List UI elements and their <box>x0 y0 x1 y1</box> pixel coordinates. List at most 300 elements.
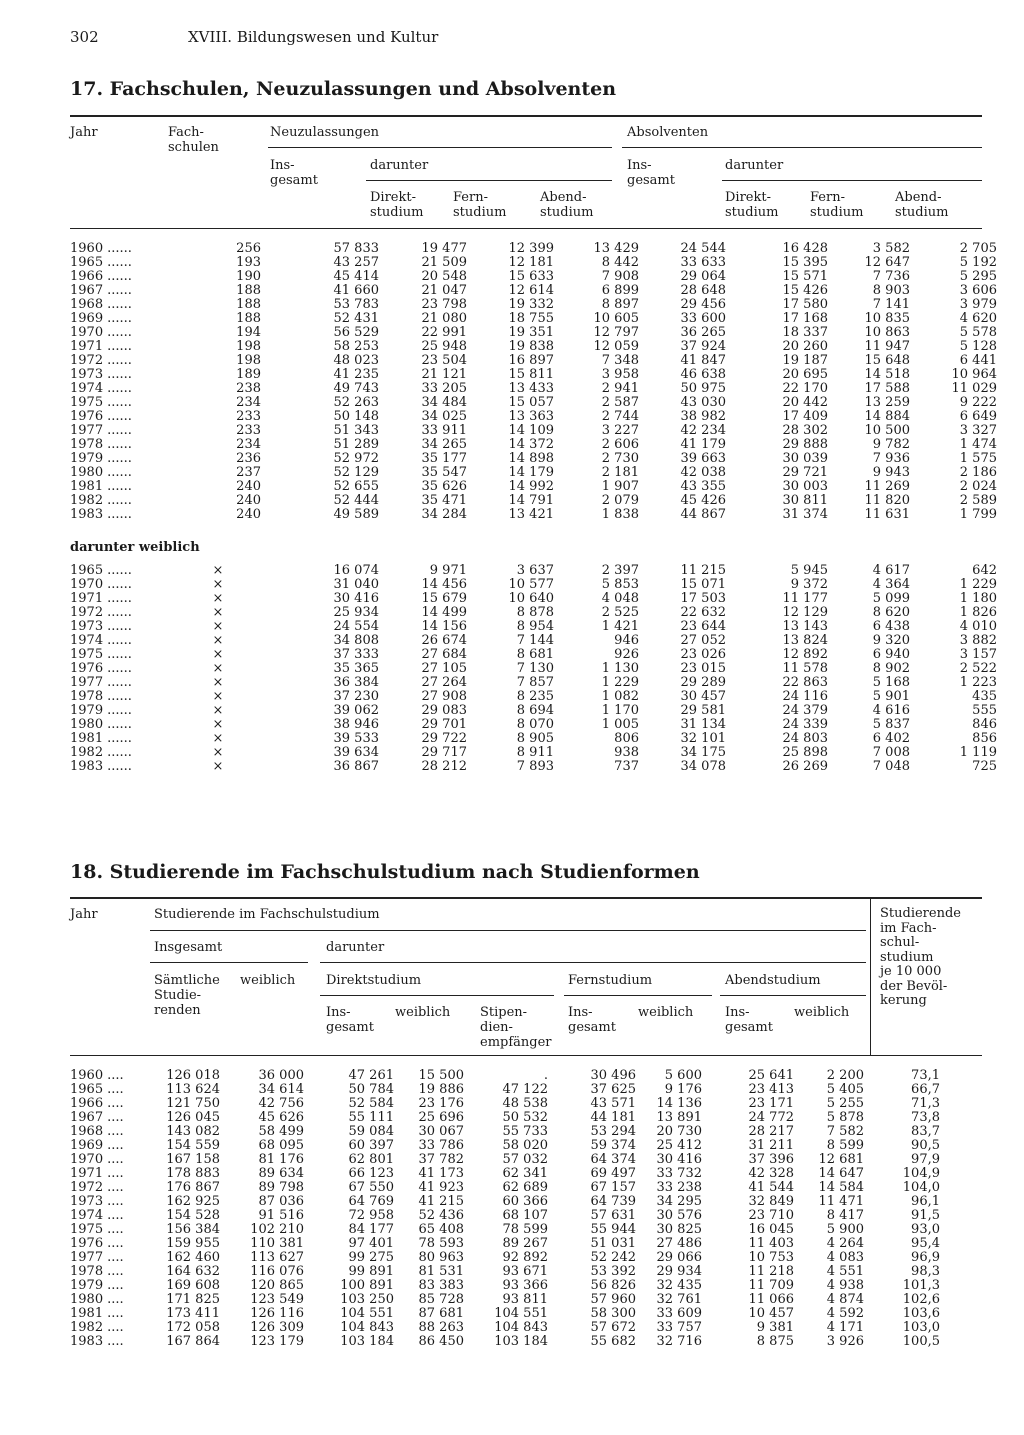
value-cell: 1 223 <box>959 675 997 690</box>
year-cell <box>70 368 180 382</box>
value-cell: 14 499 <box>421 605 467 620</box>
value-cell: 13 143 <box>782 619 828 634</box>
value-cell: 1 907 <box>601 479 639 494</box>
year-cell <box>70 256 180 270</box>
value-cell: 8 902 <box>872 661 910 676</box>
value-cell: 123 549 <box>250 1292 304 1307</box>
value-cell: 39 062 <box>333 703 379 718</box>
value-cell: 34 025 <box>421 409 467 424</box>
leader-dots: ...... <box>107 451 132 466</box>
value-cell: 100,5 <box>902 1334 940 1349</box>
value-cell: 27 486 <box>656 1236 702 1251</box>
t17-row <box>70 298 997 312</box>
year: 1970 <box>70 1152 104 1167</box>
t18-row <box>70 1251 940 1265</box>
year: 1975 <box>70 1222 104 1237</box>
page-number: 302 <box>70 28 99 46</box>
year: 1978 <box>70 689 104 704</box>
t17-row-weiblich <box>70 676 997 690</box>
value-cell: 36 867 <box>333 759 379 774</box>
value-cell: 143 082 <box>166 1124 220 1139</box>
value-cell: 31 134 <box>680 717 726 732</box>
value-cell: 14 992 <box>508 479 554 494</box>
value-cell: 5 837 <box>872 717 910 732</box>
value-cell: 42 038 <box>680 465 726 480</box>
value-cell: 20 260 <box>782 339 828 354</box>
value-cell: 33 757 <box>656 1320 702 1335</box>
value-cell: 4 592 <box>826 1306 864 1321</box>
value-cell: 13 429 <box>593 241 639 256</box>
value-cell: 238 <box>236 381 261 396</box>
value-cell: 2 705 <box>959 241 997 256</box>
value-cell: 3 882 <box>959 633 997 648</box>
leader-dots: ...... <box>107 381 132 396</box>
value-cell: 37 625 <box>590 1082 636 1097</box>
value-cell: 3 979 <box>959 297 997 312</box>
value-cell: 15 679 <box>421 591 467 606</box>
t18-h-fernstudium: Fernstudium <box>568 973 653 988</box>
value-cell: 66,7 <box>911 1082 940 1097</box>
value-cell: 4 364 <box>872 577 910 592</box>
year: 1976 <box>70 409 104 424</box>
leader-dots: .... <box>107 1082 124 1097</box>
value-cell: 4 616 <box>872 703 910 718</box>
value-cell: 62 341 <box>502 1166 548 1181</box>
t18-row <box>70 1237 940 1251</box>
value-cell: 95,4 <box>911 1236 940 1251</box>
value-cell: 7 144 <box>516 633 554 648</box>
value-cell: 101,3 <box>902 1278 940 1293</box>
value-cell: 5 853 <box>601 577 639 592</box>
leader-dots: ...... <box>107 395 132 410</box>
value-cell: 10 964 <box>951 367 997 382</box>
value-cell: 233 <box>236 409 261 424</box>
t18-h-direktstudium: Direktstudium <box>326 973 422 988</box>
year: 1970 <box>70 325 104 340</box>
value-cell: 15 811 <box>508 367 554 382</box>
t17-h-neuzulassungen: Neuzulassungen <box>270 125 380 140</box>
t18-h-stipendienempfaenger: Stipen- dien- empfänger <box>480 1005 552 1050</box>
value-cell: 12 614 <box>508 283 554 298</box>
value-cell: 9 222 <box>959 395 997 410</box>
value-cell: × <box>212 717 224 732</box>
value-cell: 233 <box>236 423 261 438</box>
t17-row <box>70 452 997 466</box>
value-cell: 93 811 <box>502 1292 548 1307</box>
value-cell: 19 886 <box>418 1082 464 1097</box>
year: 1965 <box>70 1082 104 1097</box>
year-cell <box>70 746 180 760</box>
value-cell: 33 609 <box>656 1306 702 1321</box>
value-cell: 50 784 <box>348 1082 394 1097</box>
value-cell: 8 903 <box>872 283 910 298</box>
value-cell: 198 <box>236 353 261 368</box>
value-cell: 2 024 <box>959 479 997 494</box>
year-cell <box>70 606 180 620</box>
year-cell <box>70 410 180 424</box>
value-cell: 34 808 <box>333 633 379 648</box>
leader-dots: .... <box>107 1264 124 1279</box>
value-cell: 42 756 <box>258 1096 304 1111</box>
year: 1972 <box>70 1180 104 1195</box>
value-cell: 43 571 <box>590 1096 636 1111</box>
value-cell: 52 972 <box>333 451 379 466</box>
value-cell: 11 029 <box>951 381 997 396</box>
value-cell: . <box>543 1068 548 1083</box>
year: 1983 <box>70 1334 104 1349</box>
value-cell: 30 416 <box>333 591 379 606</box>
value-cell: 555 <box>972 703 997 718</box>
value-cell: 10 577 <box>508 577 554 592</box>
year: 1978 <box>70 437 104 452</box>
value-cell: 55 733 <box>502 1124 548 1139</box>
year: 1965 <box>70 563 104 578</box>
year: 1982 <box>70 1320 104 1335</box>
value-cell: 85 728 <box>418 1292 464 1307</box>
value-cell: 30 003 <box>782 479 828 494</box>
year: 1972 <box>70 353 104 368</box>
value-cell: 29 934 <box>656 1264 702 1279</box>
value-cell: 29 717 <box>421 745 467 760</box>
value-cell: 236 <box>236 451 261 466</box>
leader-dots: ...... <box>107 745 132 760</box>
year-cell <box>70 1097 140 1111</box>
year: 1966 <box>70 269 104 284</box>
value-cell: 113 627 <box>250 1250 304 1265</box>
value-cell: 30 457 <box>680 689 726 704</box>
value-cell: 32 761 <box>656 1292 702 1307</box>
value-cell: 67 550 <box>348 1180 394 1195</box>
value-cell: 171 825 <box>166 1292 220 1307</box>
year: 1978 <box>70 1264 104 1279</box>
value-cell: 162 460 <box>166 1250 220 1265</box>
year: 1980 <box>70 1292 104 1307</box>
value-cell: 12 399 <box>508 241 554 256</box>
value-cell: 21 080 <box>421 311 467 326</box>
value-cell: 23 504 <box>421 353 467 368</box>
value-cell: 102 210 <box>250 1222 304 1237</box>
t17-row <box>70 382 997 396</box>
year-cell <box>70 634 180 648</box>
t17-h-jahr: Jahr <box>70 125 98 140</box>
leader-dots: ...... <box>107 409 132 424</box>
value-cell: 33 633 <box>680 255 726 270</box>
value-cell: 25 696 <box>418 1110 464 1125</box>
value-cell: 15 071 <box>680 577 726 592</box>
value-cell: 104 843 <box>494 1320 548 1335</box>
value-cell: 7 008 <box>872 745 910 760</box>
value-cell: 15 571 <box>782 269 828 284</box>
leader-dots: .... <box>107 1124 124 1139</box>
t18-row <box>70 1083 940 1097</box>
t18-rule-studierende <box>150 930 866 931</box>
t18-h-abendstudium: Abendstudium <box>725 973 821 988</box>
value-cell: 36 384 <box>333 675 379 690</box>
value-cell: 84 177 <box>348 1222 394 1237</box>
value-cell: 12 181 <box>508 255 554 270</box>
t17-row-weiblich <box>70 648 997 662</box>
value-cell: 42 234 <box>680 423 726 438</box>
value-cell: 60 397 <box>348 1138 394 1153</box>
year-cell <box>70 1153 140 1167</box>
t18-h-weiblich-total: weiblich <box>240 973 296 988</box>
t17-row <box>70 396 997 410</box>
value-cell: 86 450 <box>418 1334 464 1349</box>
t18-h-abend-weiblich: weiblich <box>794 1005 850 1020</box>
value-cell: 58 020 <box>502 1138 548 1153</box>
value-cell: 41 215 <box>418 1194 464 1209</box>
t17-row <box>70 242 997 256</box>
value-cell: 234 <box>236 395 261 410</box>
year-cell <box>70 354 180 368</box>
value-cell: 8 417 <box>826 1208 864 1223</box>
value-cell: 28 217 <box>748 1124 794 1139</box>
t17-table-weiblich <box>70 564 997 774</box>
year-cell <box>70 592 180 606</box>
leader-dots: ...... <box>107 423 132 438</box>
value-cell: 7 736 <box>872 269 910 284</box>
t18-h-per10000: Studierende im Fach- schul- studium je 10 000 der Bevöl- kerung <box>880 906 961 1008</box>
year-cell <box>70 1139 140 1153</box>
value-cell: 47 261 <box>348 1068 394 1083</box>
t17-h-abs-fern: Fern- studium <box>810 190 864 220</box>
year-cell <box>70 704 180 718</box>
value-cell: 53 294 <box>590 1124 636 1139</box>
t17-h-neu-darunter: darunter <box>370 158 429 173</box>
value-cell: 1 838 <box>601 507 639 522</box>
year-cell <box>70 718 180 732</box>
t17-row-weiblich <box>70 704 997 718</box>
t18-rule-abend <box>720 995 866 996</box>
t18-rule-darunter <box>320 962 866 963</box>
value-cell: 35 365 <box>333 661 379 676</box>
value-cell: 23 026 <box>680 647 726 662</box>
value-cell: 29 581 <box>680 703 726 718</box>
value-cell: 72 958 <box>348 1208 394 1223</box>
value-cell: 66 123 <box>348 1166 394 1181</box>
leader-dots: ...... <box>107 591 132 606</box>
t18-h-jahr: Jahr <box>70 907 98 922</box>
value-cell: 23 798 <box>421 297 467 312</box>
value-cell: 22 991 <box>421 325 467 340</box>
value-cell: 41 660 <box>333 283 379 298</box>
value-cell: 62 801 <box>348 1152 394 1167</box>
value-cell: 27 908 <box>421 689 467 704</box>
value-cell: 846 <box>972 717 997 732</box>
t18-h-fern-weiblich: weiblich <box>638 1005 694 1020</box>
year-cell <box>70 1237 140 1251</box>
value-cell: 104 551 <box>340 1306 394 1321</box>
value-cell: 5 405 <box>826 1082 864 1097</box>
t17-h-abs-abend: Abend- studium <box>895 190 949 220</box>
leader-dots: .... <box>107 1320 124 1335</box>
value-cell: 78 593 <box>418 1236 464 1251</box>
t17-row <box>70 424 997 438</box>
value-cell: 188 <box>236 297 261 312</box>
t18-h-direkt-weiblich: weiblich <box>395 1005 451 1020</box>
leader-dots: .... <box>107 1180 124 1195</box>
leader-dots: .... <box>107 1110 124 1125</box>
t18-row <box>70 1223 940 1237</box>
year-cell <box>70 1265 140 1279</box>
value-cell: 18 337 <box>782 325 828 340</box>
value-cell: 7 936 <box>872 451 910 466</box>
value-cell: 60 366 <box>502 1194 548 1209</box>
year: 1975 <box>70 647 104 662</box>
value-cell: 194 <box>236 325 261 340</box>
value-cell: 33 911 <box>421 423 467 438</box>
value-cell: 57 833 <box>333 241 379 256</box>
year: 1983 <box>70 507 104 522</box>
value-cell: 2 181 <box>601 465 639 480</box>
value-cell: × <box>212 703 224 718</box>
year: 1969 <box>70 1138 104 1153</box>
t18-h-fern-insgesamt: Ins- gesamt <box>568 1005 616 1035</box>
value-cell: 17 409 <box>782 409 828 424</box>
t17-rule-abs <box>622 147 982 148</box>
value-cell: 926 <box>614 647 639 662</box>
leader-dots: ...... <box>107 465 132 480</box>
value-cell: 5 255 <box>826 1096 864 1111</box>
value-cell: 55 111 <box>348 1110 394 1125</box>
leader-dots: .... <box>107 1292 124 1307</box>
year: 1970 <box>70 577 104 592</box>
value-cell: 19 838 <box>508 339 554 354</box>
t18-rule-insgesamt <box>150 962 308 963</box>
year-cell <box>70 466 180 480</box>
year: 1977 <box>70 423 104 438</box>
t17-row <box>70 480 997 494</box>
value-cell: 159 955 <box>166 1236 220 1251</box>
value-cell: 3 157 <box>959 647 997 662</box>
leader-dots: .... <box>107 1222 124 1237</box>
year-cell <box>70 1181 140 1195</box>
value-cell: 15 633 <box>508 269 554 284</box>
value-cell: 15 648 <box>864 353 910 368</box>
t17-row-weiblich <box>70 718 997 732</box>
value-cell: 31 040 <box>333 577 379 592</box>
year: 1967 <box>70 283 104 298</box>
value-cell: 103 184 <box>494 1334 548 1349</box>
value-cell: 5 168 <box>872 675 910 690</box>
year: 1983 <box>70 759 104 774</box>
value-cell: 3 637 <box>516 563 554 578</box>
value-cell: 89 798 <box>258 1180 304 1195</box>
value-cell: 198 <box>236 339 261 354</box>
leader-dots: .... <box>107 1306 124 1321</box>
value-cell: 43 030 <box>680 395 726 410</box>
value-cell: 240 <box>236 493 261 508</box>
year: 1965 <box>70 255 104 270</box>
value-cell: 7 908 <box>601 269 639 284</box>
t18-row <box>70 1321 940 1335</box>
value-cell: 15 500 <box>418 1068 464 1083</box>
value-cell: 10 605 <box>593 311 639 326</box>
value-cell: 11 403 <box>748 1236 794 1251</box>
value-cell: 97,9 <box>911 1152 940 1167</box>
t18-header-bottom-rule <box>70 1055 982 1056</box>
value-cell: 188 <box>236 283 261 298</box>
value-cell: 17 588 <box>864 381 910 396</box>
value-cell: 31 211 <box>748 1138 794 1153</box>
value-cell: 15 057 <box>508 395 554 410</box>
value-cell: 12 647 <box>864 255 910 270</box>
year-cell <box>70 284 180 298</box>
value-cell: 14 179 <box>508 465 554 480</box>
year-cell <box>70 494 180 508</box>
value-cell: 9 381 <box>756 1320 794 1335</box>
leader-dots: ...... <box>107 717 132 732</box>
value-cell: 8 235 <box>516 689 554 704</box>
value-cell: 55 944 <box>590 1222 636 1237</box>
value-cell: 10 835 <box>864 311 910 326</box>
t17-rule-abs-darunter <box>722 180 982 181</box>
chapter-title: XVIII. Bildungswesen und Kultur <box>188 28 439 46</box>
value-cell: 41 235 <box>333 367 379 382</box>
running-head <box>70 28 438 46</box>
value-cell: 156 384 <box>166 1222 220 1237</box>
year-cell <box>70 396 180 410</box>
leader-dots: .... <box>107 1068 124 1083</box>
value-cell: 73,8 <box>911 1110 940 1125</box>
value-cell: 2 587 <box>601 395 639 410</box>
value-cell: 11 709 <box>748 1278 794 1293</box>
value-cell: 65 408 <box>418 1222 464 1237</box>
value-cell: 91 516 <box>258 1208 304 1223</box>
value-cell: 11 066 <box>748 1292 794 1307</box>
value-cell: 7 582 <box>826 1124 864 1139</box>
value-cell: 2 941 <box>601 381 639 396</box>
value-cell: 10 500 <box>864 423 910 438</box>
t17-row <box>70 466 997 480</box>
year-cell <box>70 760 180 774</box>
leader-dots: .... <box>107 1278 124 1293</box>
value-cell: 35 177 <box>421 451 467 466</box>
value-cell: 4 551 <box>826 1264 864 1279</box>
value-cell: 7 348 <box>601 353 639 368</box>
value-cell: × <box>212 731 224 746</box>
year-cell <box>70 732 180 746</box>
value-cell: 14 898 <box>508 451 554 466</box>
value-cell: 93 671 <box>502 1264 548 1279</box>
t17-row <box>70 270 997 284</box>
t17-h-neu-fern: Fern- studium <box>453 190 507 220</box>
value-cell: 9 320 <box>872 633 910 648</box>
value-cell: 1 130 <box>601 661 639 676</box>
year: 1971 <box>70 339 104 354</box>
value-cell: 59 374 <box>590 1138 636 1153</box>
t18-row <box>70 1125 940 1139</box>
t17-header-bottom-rule <box>70 228 982 229</box>
value-cell: 8 954 <box>516 619 554 634</box>
value-cell: 21 121 <box>421 367 467 382</box>
value-cell: 28 648 <box>680 283 726 298</box>
t18-top-rule <box>70 897 982 899</box>
year: 1973 <box>70 367 104 382</box>
leader-dots: ...... <box>107 367 132 382</box>
value-cell: 240 <box>236 507 261 522</box>
value-cell: 45 414 <box>333 269 379 284</box>
leader-dots: .... <box>107 1138 124 1153</box>
value-cell: × <box>212 591 224 606</box>
value-cell: 6 402 <box>872 731 910 746</box>
value-cell: 11 269 <box>864 479 910 494</box>
value-cell: 237 <box>236 465 261 480</box>
value-cell: 53 783 <box>333 297 379 312</box>
value-cell: 10 640 <box>508 591 554 606</box>
value-cell: 169 608 <box>166 1278 220 1293</box>
value-cell: 43 355 <box>680 479 726 494</box>
